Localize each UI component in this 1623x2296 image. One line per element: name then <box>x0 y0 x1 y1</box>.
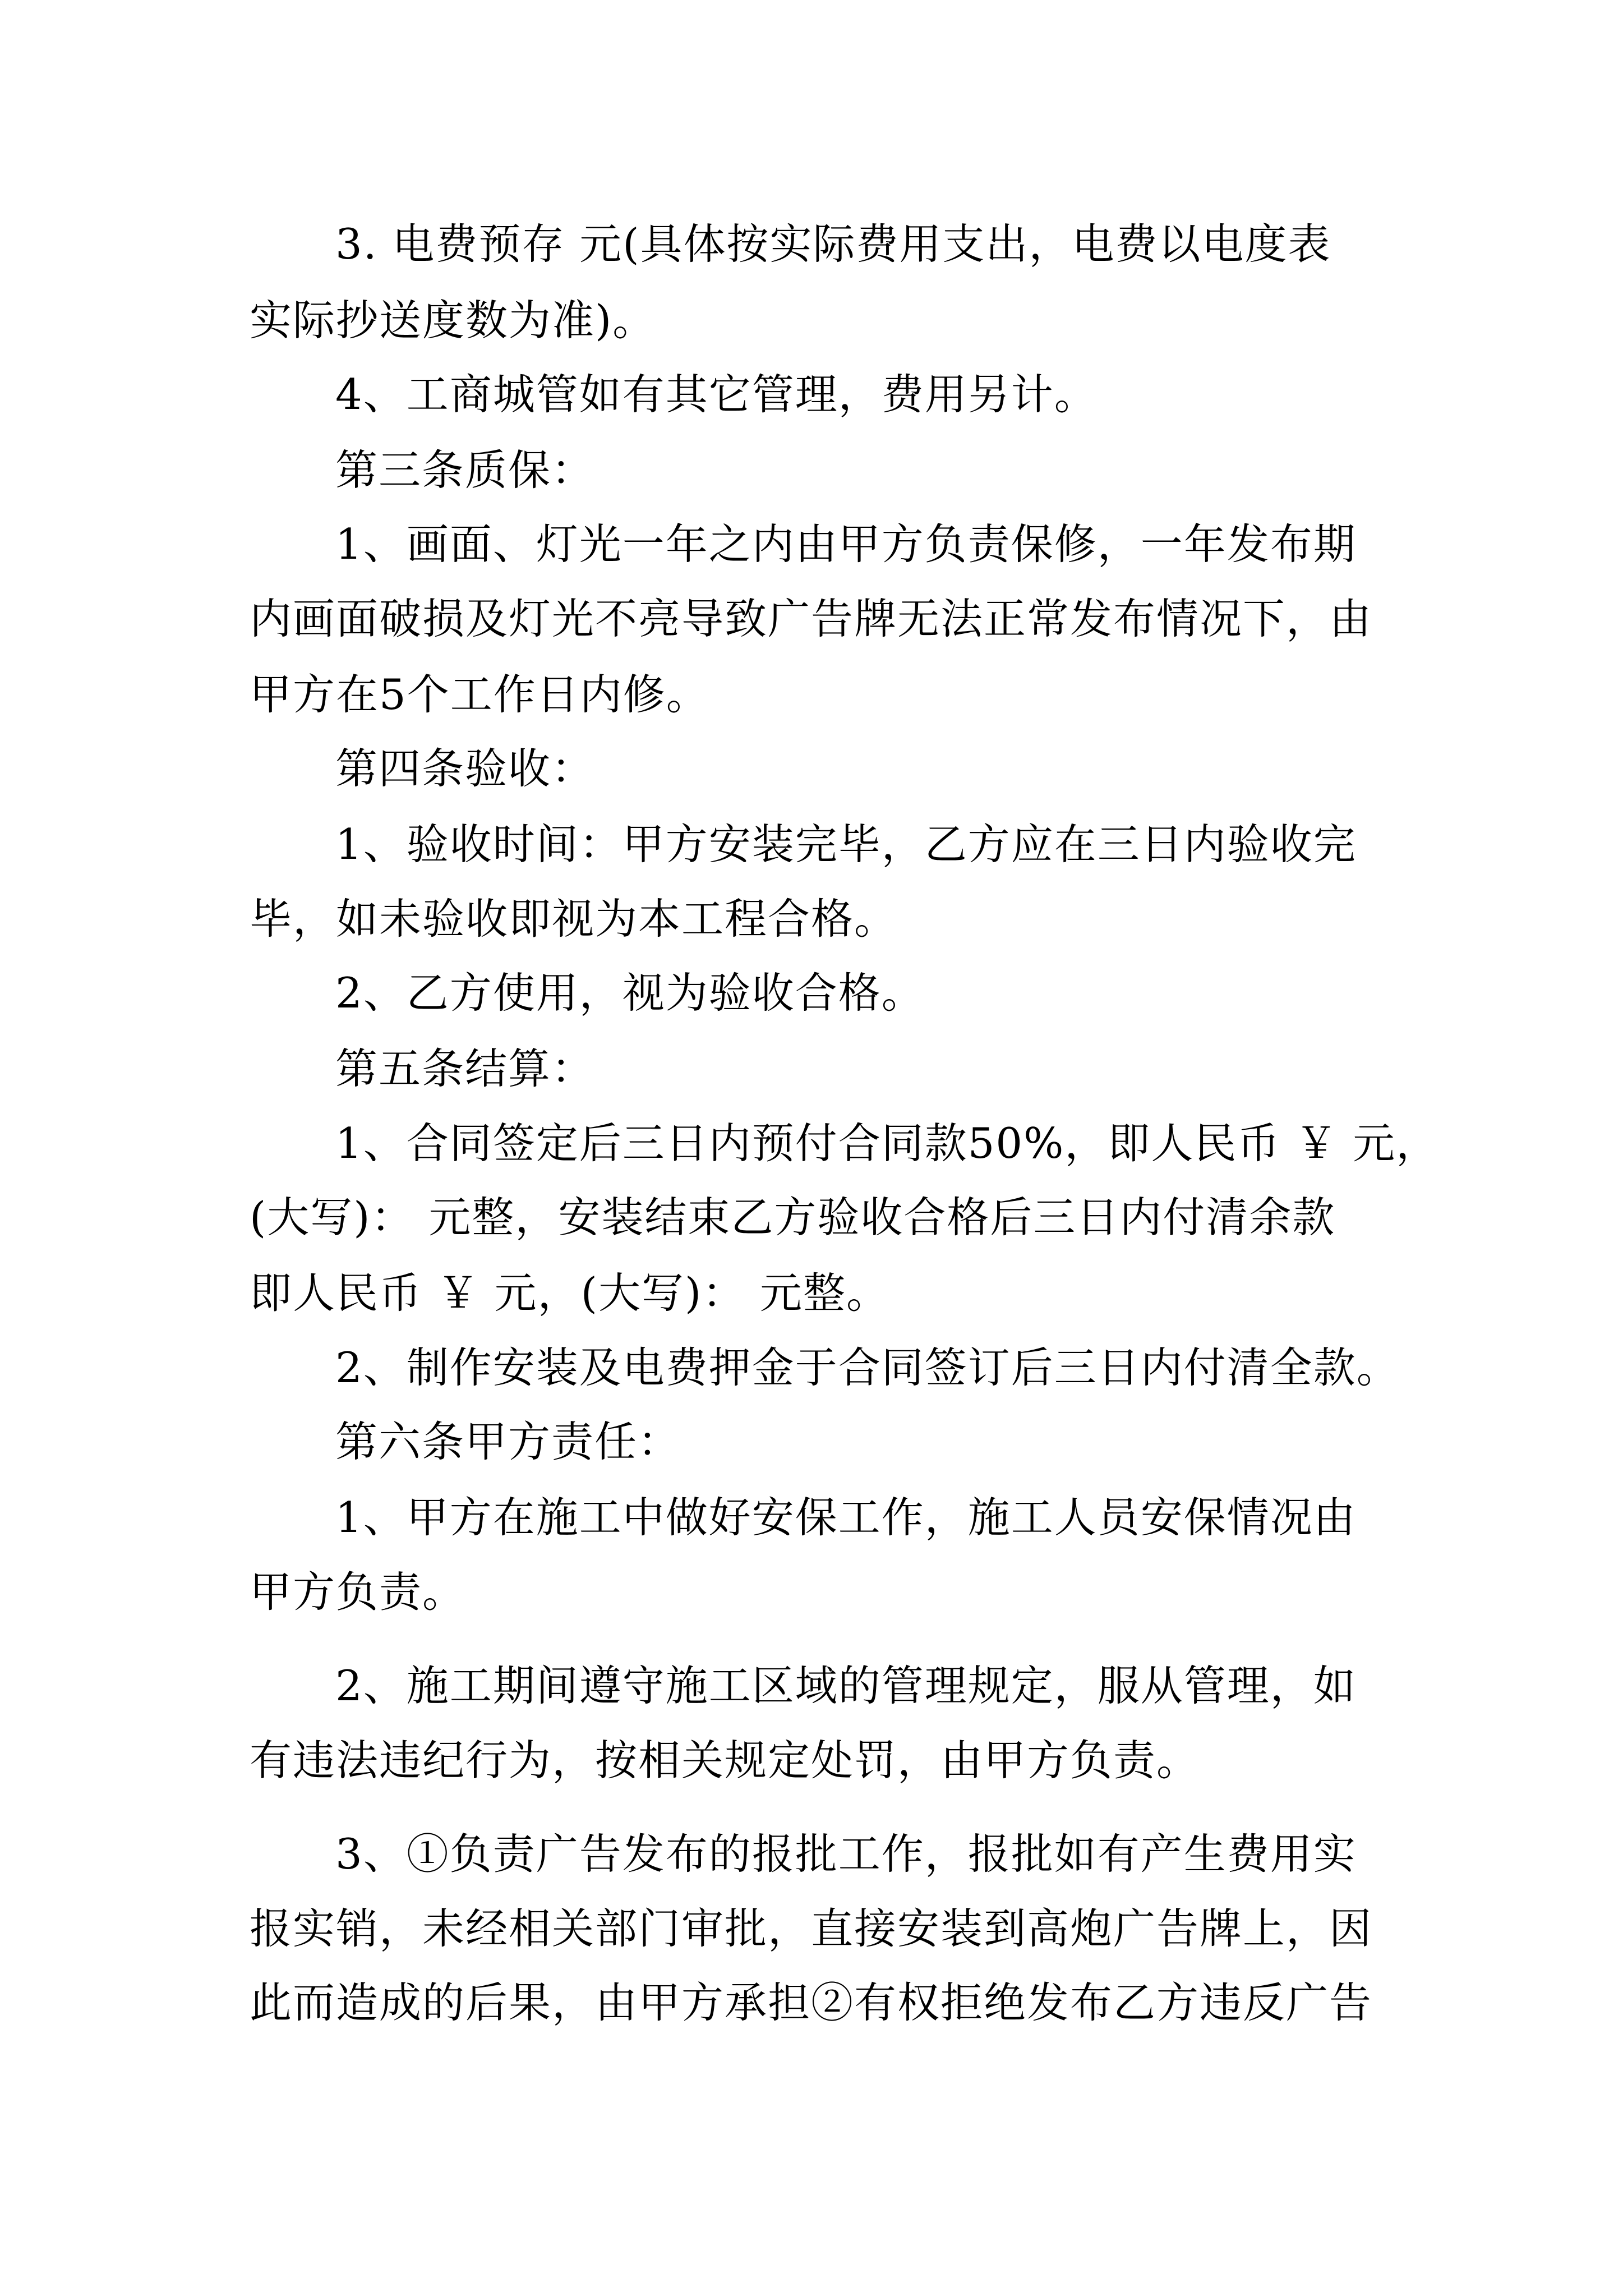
text-line: 3. 电费预存 元(具体按实际费用支出，电费以电度表 <box>335 219 1331 269</box>
section-heading: 第六条甲方责任： <box>335 1417 681 1466</box>
text-line: 实际抄送度数为准)。 <box>250 296 656 345</box>
text-line: 1、合同签定后三日内预付合同款50%，即人民币 ￥ 元， <box>335 1119 1440 1168</box>
text-line: (大写)： 元整，安装结束乙方验收合格后三日内付清余款 <box>250 1193 1336 1242</box>
text-line: 2、施工期间遵守施工区域的管理规定，服从管理，如 <box>335 1661 1357 1710</box>
text-line: 2、乙方使用，视为验收合格。 <box>335 968 925 1018</box>
text-line: 甲方负责。 <box>250 1567 466 1617</box>
section-heading: 第四条验收： <box>335 744 595 793</box>
text-line: 1、画面、灯光一年之内由甲方负责保修，一年发布期 <box>335 519 1357 569</box>
text-line: 内画面破损及灯光不亮导致广告牌无法正常发布情况下，由 <box>250 594 1373 643</box>
text-line: 4、工商城管如有其它管理，费用另计。 <box>335 370 1098 419</box>
text-line: 1、验收时间：甲方安装完毕，乙方应在三日内验收完 <box>335 820 1357 869</box>
text-line: 报实销，未经相关部门审批，直接安装到高炮广告牌上，因 <box>250 1904 1373 1953</box>
text-line: 有违法违纪行为，按相关规定处罚，由甲方负责。 <box>250 1736 1200 1785</box>
text-line: 即人民币 ￥ 元，(大写)： 元整。 <box>250 1268 890 1318</box>
text-line: 毕，如未验收即视为本工程合格。 <box>250 894 898 944</box>
section-heading: 第五条结算： <box>335 1044 595 1093</box>
text-line: 甲方在5个工作日内修。 <box>250 670 709 719</box>
text-line: 2、制作安装及电费押金于合同签订后三日内付清全款。 <box>335 1343 1400 1392</box>
section-heading: 第三条质保： <box>335 445 595 495</box>
text-line: 3、①负责广告发布的报批工作，报批如有产生费用实 <box>335 1829 1357 1879</box>
text-line: 1、甲方在施工中做好安保工作，施工人员安保情况由 <box>335 1493 1357 1542</box>
text-line: 此而造成的后果，由甲方承担②有权拒绝发布乙方违反广告 <box>250 1978 1373 2027</box>
